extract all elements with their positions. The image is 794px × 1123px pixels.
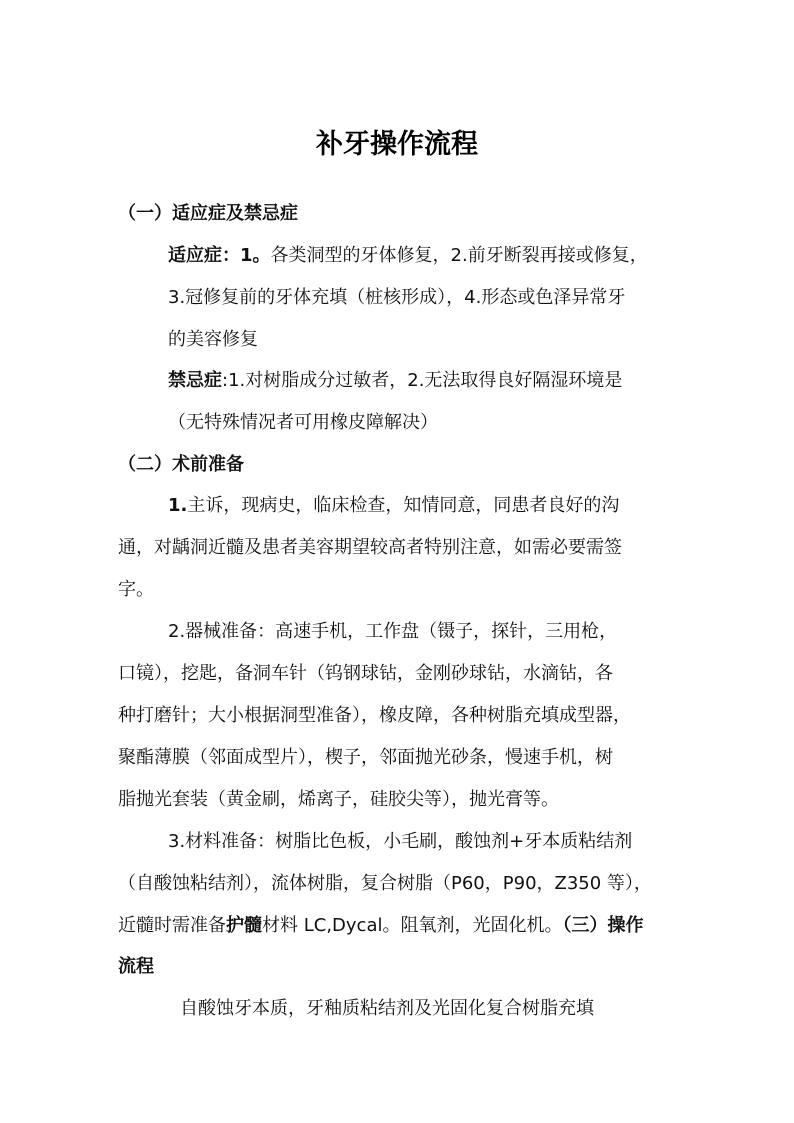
contraindications-line-2: （无特殊情况者可用橡皮障解决）	[168, 412, 438, 433]
indications-line-1	[168, 242, 648, 270]
preop-item1-number: 1.	[168, 495, 188, 516]
preop-item3-text-rest: 材料 LC,Dycal。阻氧剂，光固化机。	[262, 915, 563, 936]
section-heading-indications-contraindications: （一）适应症及禁忌症	[118, 203, 298, 224]
indications-line-2: 3.冠修复前的牙体充填（桩核形成），4.形态或色泽异常牙	[168, 287, 626, 308]
preop-item3-text-start: 近髓时需准备	[118, 915, 226, 936]
preop-item1-line-2: 通，对龋洞近髓及患者美容期望较高者特别注意，如需必要需签	[118, 537, 622, 558]
preop-item2-line-3: 种打磨针；大小根据洞型准备），橡皮障，各种树脂充填成型器，	[118, 705, 631, 726]
preop-item2-line-1: 2.器械准备：高速手机，工作盘（镊子，探针，三用枪，	[168, 621, 618, 642]
indications-text: 各类洞型的牙体修复，2.前牙断裂再接或修复，	[270, 245, 648, 266]
procedure-subtitle: 自酸蚀牙本质，牙釉质粘结剂及光固化复合树脂充填	[180, 998, 594, 1019]
page-title: 补牙操作流程	[316, 129, 478, 160]
preop-item2-line-2: 口镜），挖匙，备洞车针（钨钢球钻，金刚砂球钻，水滴钻，各	[118, 663, 613, 684]
section-heading-preoperative: （二）术前准备	[118, 454, 244, 475]
preop-item1-text: 主诉，现病史，临床检查，知情同意，同患者良好的沟	[187, 495, 620, 516]
section-heading-procedure-continued: 流程	[118, 956, 154, 977]
section-heading-procedure: （三）操作	[562, 915, 644, 936]
preop-item3-line-3	[118, 912, 643, 940]
preop-item3-line-1: 3.材料准备：树脂比色板，小毛刷，酸蚀剂+牙本质粘结剂	[168, 831, 633, 852]
preop-item2-line-4: 聚酯薄膜（邻面成型片），楔子，邻面抛光砂条，慢速手机，树	[118, 747, 613, 768]
preop-item2-line-5: 脂抛光套装（黄金刷，烯离子，硅胶尖等），抛光膏等。	[118, 789, 559, 810]
indications-label: 适应症：	[168, 245, 240, 266]
preop-item3-pulp-protection: 护髓	[226, 915, 262, 936]
preop-item1-line-1	[168, 492, 619, 520]
contraindications-label: 禁忌症	[168, 370, 222, 391]
indications-line-3: 的美容修复	[168, 329, 258, 350]
indications-number-one: 1。	[240, 245, 271, 266]
preop-item3-line-2: （自酸蚀粘结剂），流体树脂，复合树脂（P60，P90，Z350 等），	[118, 873, 652, 894]
preop-item1-line-3: 字。	[118, 579, 154, 600]
contraindications-line-1	[168, 367, 622, 395]
contraindications-text: :1.对树脂成分过敏者，2.无法取得良好隔湿环境是	[222, 370, 623, 391]
